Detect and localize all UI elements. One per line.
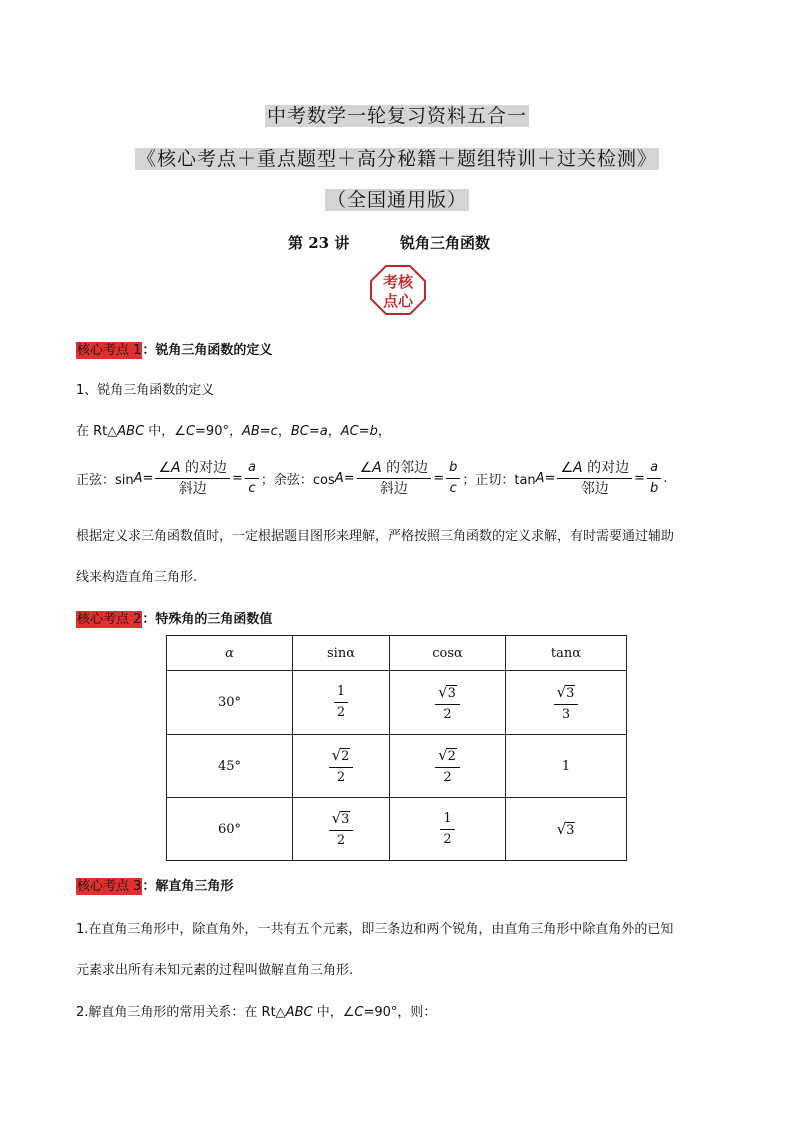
sin-ratio: $\frac{a}{c}$ bbox=[245, 460, 259, 497]
cos60-cell: $\frac{1}{2}$ bbox=[390, 798, 506, 861]
cos-fraction: $\frac{\text{∠A 的邻边}}{\text{斜边}}$ bbox=[357, 460, 432, 497]
table-row bbox=[167, 671, 627, 735]
tan30-cell: √ 3 3 bbox=[506, 671, 627, 735]
given-conditions: 在 Rt△ABC 中，∠C=90°，AB=c，BC=a，AC=b， bbox=[76, 424, 391, 439]
key-points-seal bbox=[370, 265, 426, 315]
angle-cell: 45° bbox=[167, 735, 293, 798]
doc-title-line1: 中考数学一轮复习资料五合一 bbox=[266, 105, 527, 127]
note-line-1: 根据定义求三角函数值时，一定根据题目图形来理解，严格按照三角函数的定义求解，有时需要通过辅助 bbox=[76, 529, 675, 544]
header-sin: sinα bbox=[293, 636, 390, 671]
sin-fraction: $\frac{\text{∠A 的对边}}{\text{斜边}}$ bbox=[155, 460, 230, 497]
header-cos: cosα bbox=[390, 636, 506, 671]
seal-text-2: 点心 bbox=[382, 292, 414, 310]
tan-ratio: $\frac{a}{b}$ bbox=[647, 460, 661, 497]
tan45-cell: 1 bbox=[506, 735, 627, 798]
table-row bbox=[167, 735, 627, 798]
angle-cell: 60° bbox=[167, 798, 293, 861]
lesson-title: 锐角三角函数 bbox=[400, 234, 491, 252]
tan-fraction: $\frac{\text{∠A 的对边}}{\text{邻边}}$ bbox=[557, 460, 632, 497]
tan60-cell: √ 3 bbox=[506, 798, 627, 861]
seal-text-1: 考核 bbox=[382, 273, 414, 291]
table-header-row bbox=[167, 636, 627, 671]
note-line-2: 线来构造直角三角形. bbox=[76, 570, 198, 585]
solve-para-2: 2.解直角三角形的常用关系：在 Rt△ABC 中，∠C=90°，则： bbox=[76, 1005, 437, 1020]
cos45-cell: √ 2 2 bbox=[390, 735, 506, 798]
section-tag-3: 核心考点 3 bbox=[77, 879, 142, 894]
trig-definitions-formula: 正弦：sin A = $\frac{\text{∠A 的对边}}{\text{斜边}}$ = $\frac{a}{c}$ ；余弦：cos A = $\frac{\text{∠A 的邻边}}{\text{斜边}}$ = $\frac{b}{c}$ ；正切：tan A = $\frac{\text{∠A 的对边}}{\text{邻边}}$ = $\frac{a}{b}$ . bbox=[76, 460, 668, 497]
special-angles-table bbox=[166, 635, 627, 861]
subheading-definition: 1、锐角三角函数的定义 bbox=[76, 383, 215, 398]
sin30-cell: $\frac{1}{2}$ bbox=[293, 671, 390, 735]
sin45-cell: √ 2 2 bbox=[293, 735, 390, 798]
sin60-cell: √ 3 2 bbox=[293, 798, 390, 861]
section-heading-3: 核心考点 3：解直角三角形 bbox=[77, 879, 234, 894]
solve-para-1b: 元素求出所有未知元素的过程叫做解直角三角形. bbox=[76, 963, 354, 978]
lesson-number: 第 23 讲 bbox=[288, 234, 350, 252]
doc-title-line3: （全国通用版） bbox=[326, 189, 467, 211]
section-tag-2: 核心考点 2 bbox=[77, 612, 142, 627]
cos-ratio: $\frac{b}{c}$ bbox=[446, 460, 460, 497]
doc-title-line2: 《核心考点＋重点题型＋高分秘籍＋题组特训＋过关检测》 bbox=[136, 148, 657, 170]
section-heading-2: 核心考点 2：特殊角的三角函数值 bbox=[77, 612, 273, 627]
section-heading-1: 核心考点 1：锐角三角函数的定义 bbox=[77, 343, 273, 358]
section-tag-1: 核心考点 1 bbox=[77, 343, 142, 358]
solve-para-1a: 1.在直角三角形中，除直角外，一共有五个元素，即三条边和两个锐角，由直角三角形中除直角外的已知 bbox=[76, 922, 674, 937]
header-tan: tanα bbox=[506, 636, 627, 671]
cos30-cell: √ 3 2 bbox=[390, 671, 506, 735]
angle-cell: 30° bbox=[167, 671, 293, 735]
table-row bbox=[167, 798, 627, 861]
header-alpha: α bbox=[167, 636, 293, 671]
